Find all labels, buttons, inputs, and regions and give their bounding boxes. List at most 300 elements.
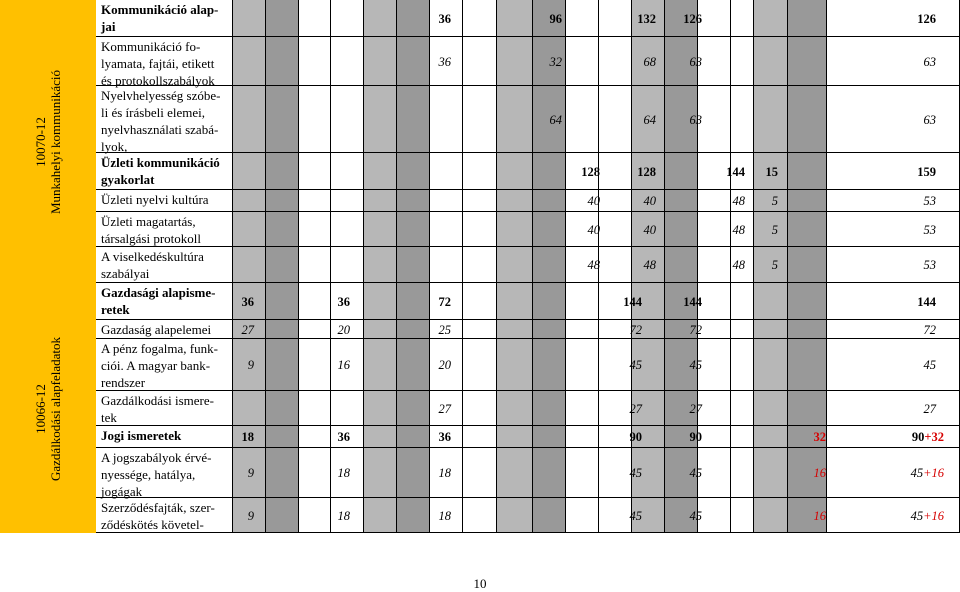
row-value	[338, 357, 351, 373]
table-cell	[463, 339, 497, 391]
table-cell	[599, 320, 632, 339]
row-value	[630, 357, 643, 373]
table-cell	[497, 190, 533, 212]
value-text: 72	[438, 294, 451, 309]
row-value	[924, 357, 937, 373]
table-cell	[299, 153, 331, 190]
value-text: 27	[689, 401, 702, 416]
table-cell	[754, 498, 788, 533]
row-value	[630, 465, 643, 481]
value-text: 63	[689, 54, 702, 69]
row-value	[911, 465, 944, 481]
table-cell	[731, 37, 754, 86]
table-cell	[497, 391, 533, 426]
table-cell	[533, 320, 566, 339]
table-cell	[364, 426, 397, 448]
row-subject: A pénz fogalma, funk- ciói. A magyar bank- rendszer	[101, 341, 218, 390]
table-cell	[599, 247, 632, 283]
table-cell	[299, 339, 331, 391]
table-cell	[299, 426, 331, 448]
table-cell	[754, 426, 788, 448]
table-cell	[266, 212, 299, 247]
value-text: 132	[637, 11, 656, 26]
row-value	[588, 257, 601, 273]
table-cell	[463, 86, 497, 153]
value-text: 68	[643, 54, 656, 69]
value-text: 25	[438, 322, 451, 337]
table-cell	[397, 190, 430, 212]
table-cell	[788, 391, 827, 426]
table-cell	[665, 153, 698, 190]
table-cell	[698, 339, 731, 391]
row-value	[683, 294, 702, 310]
value-text: 18	[337, 508, 350, 523]
value-text: 27	[629, 401, 642, 416]
row-subject: Üzleti kommunikáció gyakorlat	[101, 155, 220, 187]
row-value	[338, 322, 351, 338]
table-cell	[266, 426, 299, 448]
value-text: 40	[643, 222, 656, 237]
row-value	[644, 222, 657, 238]
table-cell	[233, 391, 266, 426]
row-value	[911, 508, 944, 524]
value-text: 48	[732, 258, 745, 272]
row-value	[917, 164, 936, 180]
table-cell	[599, 190, 632, 212]
row-value	[924, 401, 937, 417]
table-cell	[397, 247, 430, 283]
table-cell	[463, 37, 497, 86]
table-cell	[497, 283, 533, 320]
row-value	[637, 11, 656, 27]
value-text: 40	[643, 194, 656, 208]
value-text: 90	[689, 430, 702, 444]
value-text: 90	[629, 430, 642, 444]
table-cell	[497, 0, 533, 37]
table-cell	[731, 498, 754, 533]
table-cell	[497, 498, 533, 533]
row-value	[814, 465, 827, 481]
value-text: 32	[813, 430, 826, 444]
row-value	[924, 193, 937, 209]
value-text: 144	[726, 164, 745, 179]
value-text: 144	[917, 294, 936, 309]
row-value	[644, 54, 657, 70]
table-cell	[827, 339, 960, 391]
table-cell	[266, 153, 299, 190]
table-cell	[698, 0, 731, 37]
value-text: 36	[337, 294, 350, 309]
value-text: 45	[923, 358, 936, 372]
table-cell	[788, 0, 827, 37]
table-cell	[665, 212, 698, 247]
row-value	[248, 465, 254, 481]
row-value	[242, 294, 255, 310]
value-text: 45	[910, 466, 924, 480]
row-value	[630, 429, 643, 445]
value-text: 5	[771, 222, 778, 237]
table-cell	[299, 283, 331, 320]
table-cell	[463, 448, 497, 498]
table-cell	[364, 0, 397, 37]
table-cell	[754, 339, 788, 391]
table-cell	[599, 153, 632, 190]
table-cell	[463, 426, 497, 448]
value-text: 126	[683, 11, 702, 26]
table-cell	[788, 320, 827, 339]
value-text: 18	[337, 466, 350, 480]
row-value	[766, 164, 779, 180]
table-cell	[364, 212, 397, 247]
row-value	[683, 11, 702, 27]
table-cell	[397, 339, 430, 391]
table-cell	[364, 283, 397, 320]
table-cell	[397, 0, 430, 37]
table-cell	[364, 448, 397, 498]
value-text: 32	[549, 54, 562, 69]
value-text: 72	[629, 322, 642, 337]
row-value	[690, 508, 703, 524]
value-text: 45	[629, 508, 642, 523]
table-cell	[397, 498, 430, 533]
table-cell	[497, 426, 533, 448]
row-value	[338, 465, 351, 481]
value-text: 9	[247, 508, 254, 523]
row-subject: Nyelvhelyesség szóbe- li és írásbeli elemei, nyelvhasználati szabá- lyok,	[101, 88, 221, 154]
value-text: 72	[689, 322, 702, 337]
table-cell	[233, 212, 266, 247]
table-cell	[463, 391, 497, 426]
row-value	[550, 11, 563, 27]
table-cell	[788, 190, 827, 212]
table-cell	[827, 320, 960, 339]
table-cell	[364, 190, 397, 212]
table-cell	[665, 190, 698, 212]
value-text: 63	[923, 112, 936, 127]
row-value	[690, 401, 703, 417]
table-cell	[827, 86, 960, 153]
table-cell	[754, 37, 788, 86]
row-subject: Gazdasági alapisme- retek	[101, 285, 216, 317]
row-value	[644, 193, 657, 209]
table-cell	[599, 212, 632, 247]
row-value	[690, 465, 703, 481]
row-value	[338, 294, 351, 310]
table-cell	[397, 212, 430, 247]
table-cell	[788, 212, 827, 247]
value-text: 45	[689, 466, 702, 480]
table-cell	[827, 212, 960, 247]
table-cell	[566, 448, 599, 498]
table-cell	[331, 190, 364, 212]
table-cell	[698, 448, 731, 498]
table-cell	[731, 320, 754, 339]
row-value	[924, 222, 937, 238]
table-cell	[731, 283, 754, 320]
row-value	[581, 164, 600, 180]
table-cell	[731, 448, 754, 498]
table-cell	[364, 37, 397, 86]
table-cell	[599, 391, 632, 426]
table-cell	[731, 0, 754, 37]
table-cell	[566, 283, 599, 320]
table-cell	[430, 212, 463, 247]
row-value	[588, 193, 601, 209]
table-cell	[299, 86, 331, 153]
table-cell	[754, 320, 788, 339]
table-cell	[599, 339, 632, 391]
value-text: 36	[337, 430, 350, 444]
table-cell	[599, 498, 632, 533]
table-cell	[533, 498, 566, 533]
value-text: 64	[643, 112, 656, 127]
value-text: 9	[247, 358, 254, 372]
table-cell	[266, 190, 299, 212]
table-cell	[233, 153, 266, 190]
row-value	[439, 322, 452, 338]
table-cell	[463, 320, 497, 339]
row-subject: Üzleti nyelvi kultúra	[101, 192, 209, 207]
row-value	[242, 429, 255, 445]
row-value	[630, 322, 643, 338]
module-name: Munkahelyi kommunikáció	[48, 69, 63, 215]
table-cell	[397, 153, 430, 190]
value-text: 96	[549, 11, 562, 26]
table-cell	[463, 153, 497, 190]
table-cell	[754, 448, 788, 498]
row-value	[439, 294, 452, 310]
row-value	[772, 193, 778, 209]
value-text: 128	[581, 164, 600, 179]
table-cell	[397, 391, 430, 426]
table-cell	[266, 86, 299, 153]
table-cell	[788, 283, 827, 320]
module-code: 10070-12	[33, 117, 48, 167]
value-text: 64	[549, 112, 562, 127]
value-text: 48	[732, 222, 745, 237]
table-cell	[698, 498, 731, 533]
table-cell	[364, 153, 397, 190]
table-cell	[299, 320, 331, 339]
row-value	[690, 429, 703, 445]
row-value	[733, 222, 746, 238]
table-cell	[266, 0, 299, 37]
row-value	[637, 164, 656, 180]
table-cell	[698, 426, 731, 448]
table-cell	[266, 448, 299, 498]
value-text: 53	[923, 194, 936, 208]
table-cell	[533, 190, 566, 212]
table-cell	[698, 320, 731, 339]
table-cell	[397, 86, 430, 153]
table-cell	[266, 320, 299, 339]
table-cell	[754, 86, 788, 153]
table-cell	[397, 448, 430, 498]
table-cell	[731, 391, 754, 426]
table-cell	[364, 391, 397, 426]
module-name: Gazdálkodási alapfeladatok	[48, 336, 63, 482]
table-cell	[397, 426, 430, 448]
table-cell	[364, 498, 397, 533]
table-cell	[827, 391, 960, 426]
value-text: 16	[813, 508, 826, 523]
table-cell	[566, 0, 599, 37]
value-text: 36	[241, 294, 254, 309]
table-cell	[698, 37, 731, 86]
row-value	[242, 322, 255, 338]
value-text: 9	[247, 466, 254, 480]
value-text: 5	[771, 194, 778, 208]
row-value	[772, 257, 778, 273]
table-cell	[497, 37, 533, 86]
value-text: 90	[911, 430, 925, 444]
table-cell	[233, 247, 266, 283]
table-cell	[364, 339, 397, 391]
value-text: 48	[587, 258, 600, 272]
table-cell	[299, 0, 331, 37]
table-cell	[331, 37, 364, 86]
table-cell	[533, 247, 566, 283]
row-value	[733, 193, 746, 209]
value-text: 18	[438, 466, 451, 480]
table-cell	[299, 212, 331, 247]
table-cell	[788, 339, 827, 391]
table-cell	[233, 86, 266, 153]
row-value	[630, 508, 643, 524]
value-text: 36	[438, 11, 451, 26]
table-cell	[331, 391, 364, 426]
table-cell	[698, 190, 731, 212]
row-value	[772, 222, 778, 238]
table-cell	[331, 0, 364, 37]
table-cell	[331, 153, 364, 190]
table-cell	[233, 0, 266, 37]
table-cell	[266, 283, 299, 320]
value-text: 40	[587, 222, 600, 237]
table-cell	[299, 498, 331, 533]
table-cell	[430, 86, 463, 153]
row-value	[248, 508, 254, 524]
table-cell	[266, 391, 299, 426]
table-cell	[299, 247, 331, 283]
value-text: 72	[923, 322, 936, 337]
value-text: 16	[337, 358, 350, 372]
row-subject: Jogi ismeretek	[101, 428, 182, 443]
table-cell	[599, 37, 632, 86]
row-value	[644, 112, 657, 128]
row-value	[726, 164, 745, 180]
table-cell	[266, 37, 299, 86]
table-cell	[299, 391, 331, 426]
table-cell	[731, 339, 754, 391]
value-text: 45	[629, 358, 642, 372]
table-cell	[299, 37, 331, 86]
row-value	[912, 429, 944, 445]
table-cell	[698, 283, 731, 320]
row-value	[733, 257, 746, 273]
row-value	[690, 322, 703, 338]
table-cell	[430, 190, 463, 212]
table-cell	[463, 498, 497, 533]
table-cell	[754, 0, 788, 37]
table-cell	[233, 37, 266, 86]
row-subject: A jogszabályok érvé- nyessége, hatálya, jogágak	[101, 450, 212, 499]
table-cell	[827, 0, 960, 37]
value-text: 16	[813, 466, 826, 480]
row-value	[690, 357, 703, 373]
value-text: 63	[689, 112, 702, 127]
table-cell	[430, 153, 463, 190]
table-cell	[731, 426, 754, 448]
row-value	[690, 112, 703, 128]
value-text: 27	[923, 401, 936, 416]
table-cell	[827, 247, 960, 283]
row-value	[439, 429, 452, 445]
row-value	[924, 54, 937, 70]
value-extra: +32	[924, 430, 944, 444]
value-text: 45	[910, 508, 924, 523]
table-cell	[497, 448, 533, 498]
row-value	[917, 294, 936, 310]
table-cell	[331, 86, 364, 153]
value-text: 45	[689, 508, 702, 523]
table-cell	[827, 190, 960, 212]
table-cell	[827, 37, 960, 86]
table-cell	[463, 190, 497, 212]
table-cell	[266, 498, 299, 533]
row-value	[588, 222, 601, 238]
table-cell	[497, 339, 533, 391]
table-cell	[533, 391, 566, 426]
table-cell	[599, 426, 632, 448]
table-cell	[533, 426, 566, 448]
table-cell	[754, 283, 788, 320]
table-cell	[566, 426, 599, 448]
row-value	[439, 54, 452, 70]
row-value	[623, 294, 642, 310]
table-cell	[533, 283, 566, 320]
table-cell	[731, 86, 754, 153]
table-cell	[566, 498, 599, 533]
row-value	[439, 401, 452, 417]
table-cell	[397, 283, 430, 320]
table-cell	[364, 247, 397, 283]
table-cell	[788, 37, 827, 86]
value-text: 159	[917, 164, 936, 179]
table-cell	[599, 448, 632, 498]
table-cell	[788, 86, 827, 153]
table-cell	[566, 339, 599, 391]
table-cell	[698, 86, 731, 153]
table-cell	[463, 212, 497, 247]
value-text: 45	[689, 358, 702, 372]
table-cell	[397, 37, 430, 86]
value-text: 36	[438, 430, 451, 444]
table-cell	[665, 247, 698, 283]
table-cell	[533, 212, 566, 247]
row-value	[439, 357, 452, 373]
table-cell	[566, 37, 599, 86]
table-cell	[497, 212, 533, 247]
table-cell	[698, 391, 731, 426]
row-value	[690, 54, 703, 70]
row-value	[630, 401, 643, 417]
value-text: 15	[765, 164, 778, 179]
row-value	[917, 11, 936, 27]
value-text: 5	[771, 258, 778, 272]
value-text: 20	[337, 322, 350, 337]
row-value	[814, 508, 827, 524]
